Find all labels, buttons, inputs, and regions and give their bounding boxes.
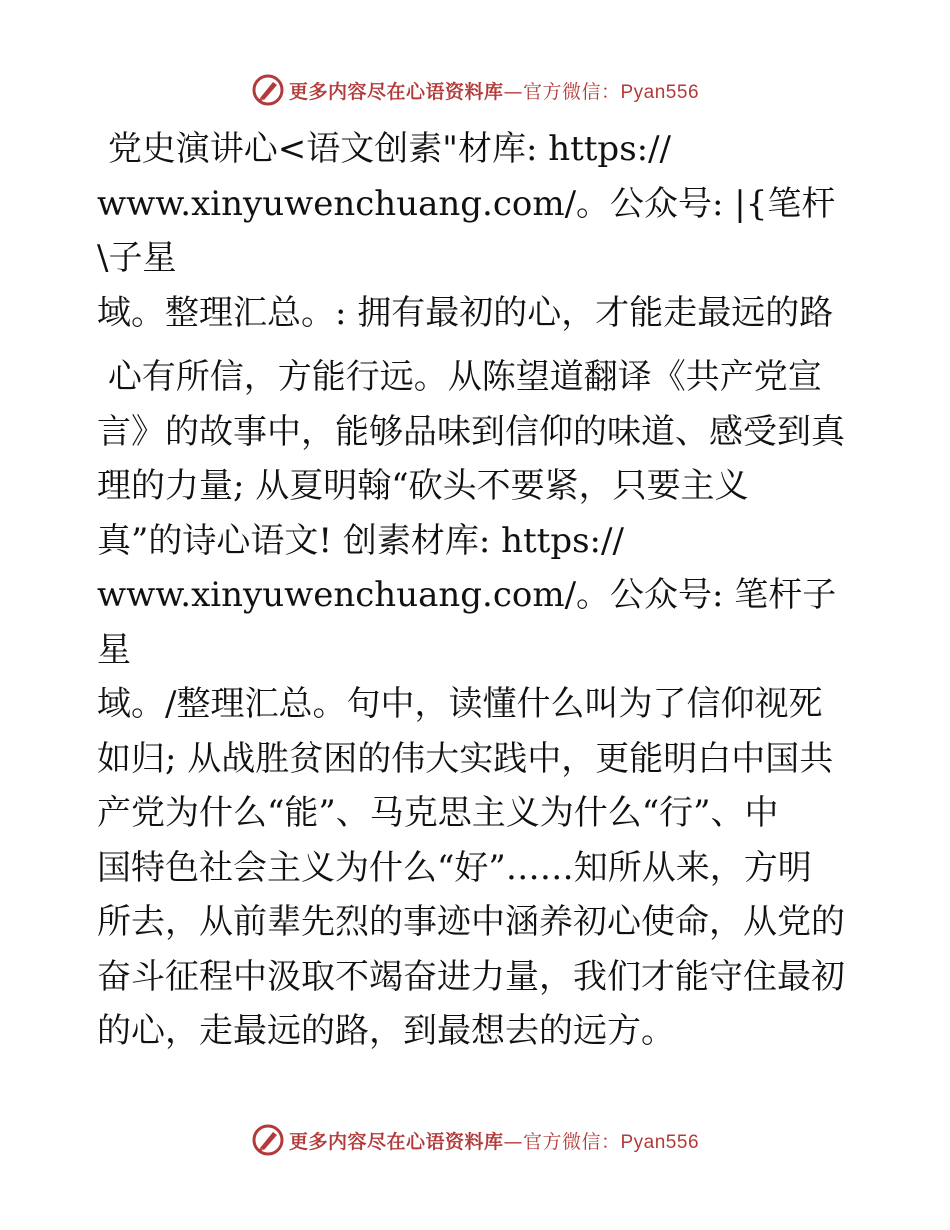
header-banner-text <box>289 77 699 104</box>
header-separator: — <box>503 80 523 103</box>
header-banner-inner <box>251 73 699 107</box>
footer-banner <box>0 1120 950 1160</box>
header-wechat-id: Pyan556 <box>620 81 700 103</box>
header-banner <box>0 70 950 110</box>
footer-wechat-id: Pyan556 <box>620 1131 700 1153</box>
pen-quill-logo-icon <box>251 1123 285 1157</box>
footer-brand: 更多内容尽在心语资料库 <box>288 1130 504 1153</box>
paragraph-1: 党史演讲心<语文创素"材库: https:// www.xinyuwenchuang.com/。公众号: |{笔杆\子星 域。整理汇总。: 拥有最初的心，才能走最远的路 <box>97 129 836 333</box>
header-wechat-label: 官方微信： <box>522 80 621 103</box>
footer-banner-inner <box>251 1123 699 1157</box>
document-body <box>97 122 857 1059</box>
header-brand: 更多内容尽在心语资料库 <box>288 80 504 103</box>
footer-separator: — <box>503 1130 523 1153</box>
paragraph-2: 心有所信，方能行远。从陈望道翻译《共产党宣 言》的故事中，能够品味到信仰的味道、感受到真 理的力量; 从夏明翰“砍头不要紧，只要主义 真”的诗心语文! 创素材库: https:// www.xinyuwenchuang.com/。公众号: 笔杆子星 域。/整理汇总。句中，读懂什么叫为了信仰视死 如归; 从战胜贫困的伟大实践中，更能明白中国共 产党为什么“能”、马克思主义为什么“行”、中 国特色社会主义为什么“好”……知所从来，方明 所去，从前辈先烈的事迹中涵养初心使命，从党的 奋斗征程中汲取不竭奋进力量，我们才能守住最初 的心，走最远的路，到最想去的远方。 <box>97 357 845 1051</box>
footer-wechat-label: 官方微信： <box>522 1130 621 1153</box>
pen-quill-logo-icon <box>251 73 285 107</box>
footer-banner-text <box>289 1127 699 1154</box>
